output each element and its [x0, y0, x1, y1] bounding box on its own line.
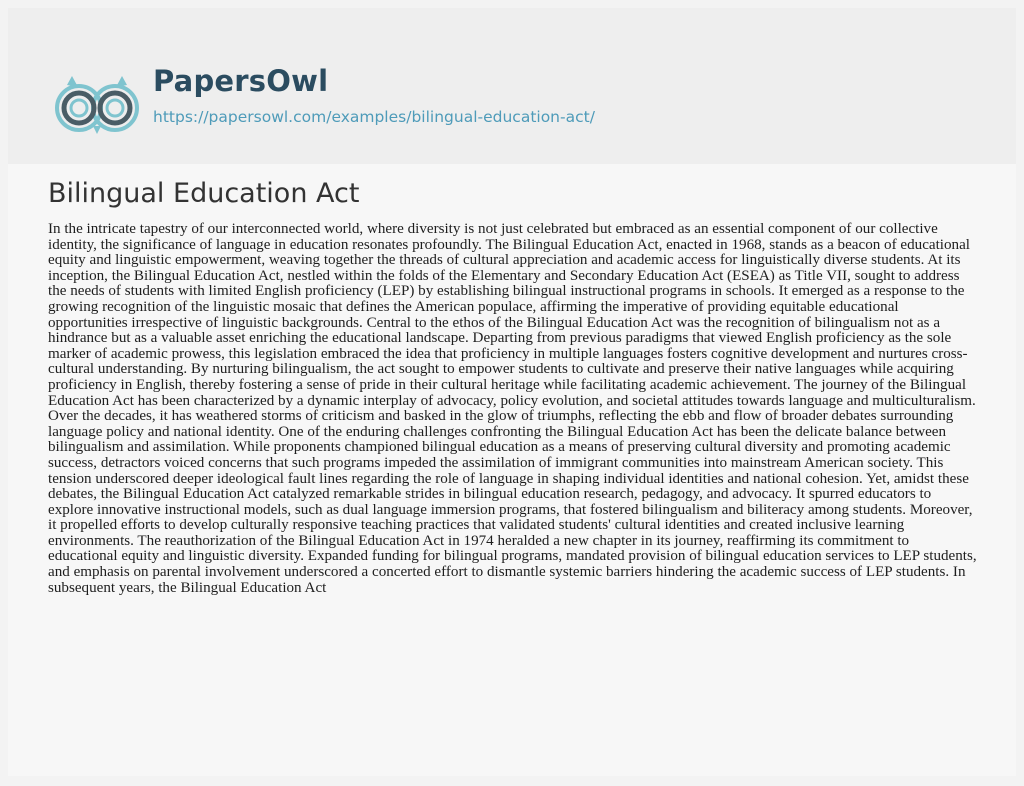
owl-logo-icon	[52, 68, 142, 140]
body-paragraph: In the intricate tapestry of our interconnected world, where diversity is not just celebrated but embraced as an essential component of our collective identity, the significance of language in education resonates profoundly. The Bilingual Education Act, enacted in 1968, stands as a beacon of educational equity and linguistic empowerment, weaving together the threads of cultural appreciation and academic access for linguistically diverse students. At its inception, the Bilingual Education Act, nestled within the folds of the Elementary and Secondary Education Act (ESEA) as Title VII, sought to address the needs of students with limited English proficiency (LEP) by establishing bilingual instructional programs in schools. It emerged as a response to the growing recognition of the linguistic mosaic that defines the American populace, affirming the imperative of providing equitable educational opportunities irrespective of linguistic backgrounds. Central to the ethos of the Bilingual Education Act was the recognition of bilingualism not as a hindrance but as a valuable asset enriching the educational landscape. Departing from previous paradigms that viewed English proficiency as the sole marker of academic prowess, this legislation embraced the idea that proficiency in multiple languages fosters cognitive development and nurtures cross-cultural understanding. By nurturing bilingualism, the act sought to empower students to cultivate and preserve their native languages while acquiring proficiency in English, thereby fostering a sense of pride in their cultural heritage while facilitating academic achievement. The journey of the Bilingual Education Act has been characterized by a dynamic interplay of advocacy, policy evolution, and societal attitudes towards language and multiculturalism. Over the decades, it has weathered storms of criticism and basked in the glow of triumphs, reflecting the ebb and flow of broader debates surrounding language policy and national identity. One of the enduring challenges confronting the Bilingual Education Act has been the delicate balance between bilingualism and assimilation. While proponents championed bilingual education as a means of preserving cultural diversity and promoting academic success, detractors voiced concerns that such programs impeded the assimilation of immigrant communities into mainstream American society. This tension underscored deeper ideological fault lines regarding the role of language in shaping individual identities and national cohesion. Yet, amidst these debates, the Bilingual Education Act catalyzed remarkable strides in bilingual education research, pedagogy, and advocacy. It spurred educators to explore innovative instructional models, such as dual language immersion programs, that fostered bilingualism and biliteracy among students. Moreover, it propelled efforts to develop culturally responsive teaching practices that validated students' cultural identities and created inclusive learning environments. The reauthorization of the Bilingual Education Act in 1974 heralded a new chapter in its journey, reaffirming its commitment to educational equity and linguistic diversity. Expanded funding for bilingual programs, mandated provision of bilingual education services to LEP students, and emphasis on parental involvement underscored a concerted effort to dismantle systemic barriers hindering the academic success of LEP students. In subsequent years, the Bilingual Education Act	[48, 221, 977, 596]
document-card	[8, 8, 1016, 776]
brand-name: PapersOwl	[153, 64, 329, 98]
source-url-link[interactable]: https://papersowl.com/examples/bilingual-education-act/	[153, 108, 595, 126]
header	[8, 8, 1016, 164]
page-title: Bilingual Education Act	[48, 178, 360, 209]
